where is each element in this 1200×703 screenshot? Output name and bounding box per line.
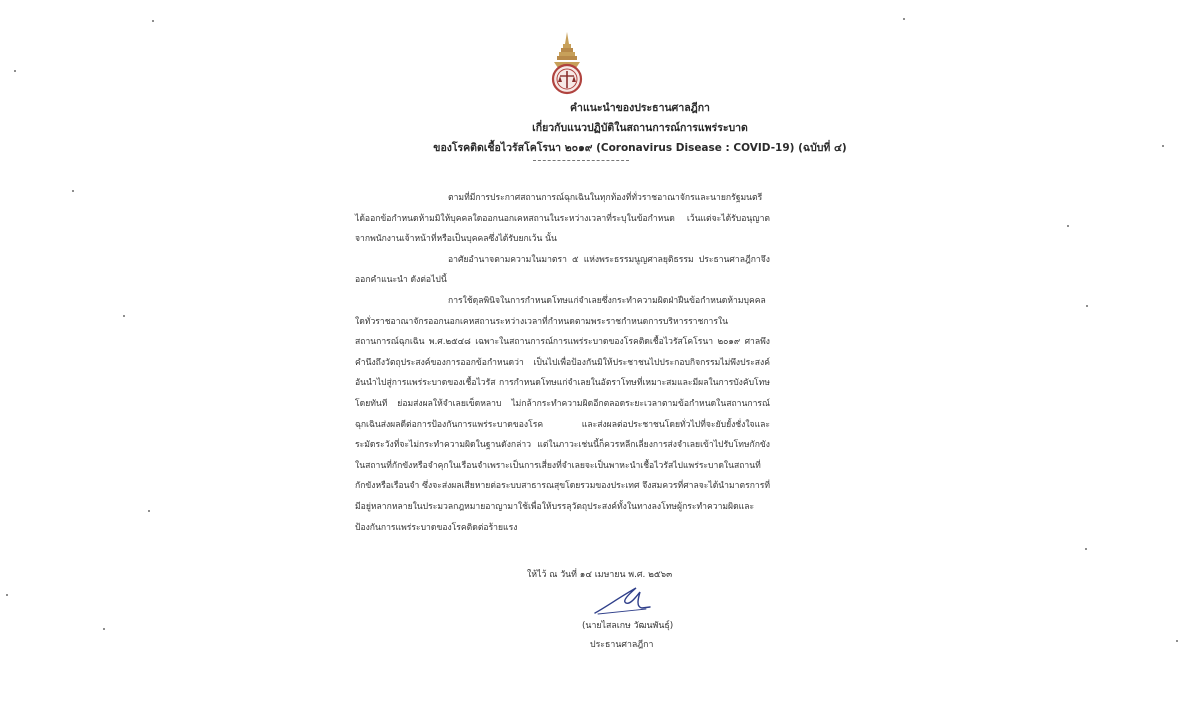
scan-speck (903, 18, 905, 20)
scan-speck (148, 510, 150, 512)
signer-title: ประธานศาลฎีกา (590, 640, 654, 650)
paragraph-1: ตามที่มีการประกาศสถานการณ์ฉุกเฉินในทุกท้องที่ทั่วราชอาณาจักรและนายกรัฐมนตรีได้ออกข้อกำหนดห้ามมิให้บุคคลใดออกนอกเคหสถานในระหว่างเวลาที่ระบุในข้อกำหนด เว้นแต่จะได้รับอนุญาตจากพนักงานเจ้าหน้าที่หรือเป็นบุคคลซึ่งได้รับยกเว้น นั้น (355, 193, 770, 245)
scan-speck (6, 594, 8, 596)
scan-speck (1067, 225, 1069, 227)
scan-speck (1162, 145, 1164, 147)
document-title-line-1: คำแนะนำของประธานศาลฎีกา (570, 102, 710, 114)
signature-icon (592, 583, 652, 617)
date-line: ให้ไว้ ณ วันที่ ๑๔ เมษายน พ.ศ. ๒๕๖๓ (527, 570, 673, 580)
scan-speck (72, 190, 74, 192)
signer-name: (นายไสลเกษ วัฒนพันธุ์) (582, 621, 674, 631)
paragraph-2: อาศัยอำนาจตามความในมาตรา ๕ แห่งพระธรรมนูญศาลยุติธรรม ประธานศาลฎีกาจึงออกคำแนะนำ ดังต่อไปนี้ (355, 254, 770, 286)
scan-speck (123, 315, 125, 317)
scan-speck (1086, 305, 1088, 307)
title-separator (533, 160, 629, 161)
scan-speck (152, 20, 154, 22)
scan-speck (1085, 548, 1087, 550)
document-body (355, 188, 770, 538)
paragraph-3: การใช้ดุลพินิจในการกำหนดโทษแก่จำเลยซึ่งกระทำความผิดฝ่าฝืนข้อกำหนดห้ามบุคคลใดทั่วราชอาณาจักรออกนอกเคหสถานระหว่างเวลาที่กำหนดตามพระราชกำหนดการบริหารราชการในสถานการณ์ฉุกเฉิน พ.ศ.๒๕๔๘ เฉพาะในสถานการณ์การแพร่ระบาดของโรคติดเชื้อไวรัสโคโรนา ๒๐๑๙ ศาลพึงคำนึงถึงวัตถุประสงค์ของการออกข้อกำหนดว่า เป็นไปเพื่อป้องกันมิให้ประชาชนไปประกอบกิจกรรมไม่พึงประสงค์อันนำไปสู่การแพร่ระบาดของเชื้อไวรัส การกำหนดโทษแก่จำเลยในอัตราโทษที่เหมาะสมและมีผลในการบังคับโทษโดยทันที ย่อมส่งผลให้จำเลยเข็ดหลาบ ไม่กล้ากระทำความผิดอีกตลอดระยะเวลาตามข้อกำหนดในสถานการณ์ฉุกเฉินส่งผลดีต่อการป้องกันการแพร่ระบาดของโรค และส่งผลต่อประชาชนโดยทั่วไปที่จะยับยั้งชั่งใจและระมัดระวังที่จะไม่กระทำความผิดในฐานดังกล่าว แต่ในภาวะเช่นนี้ก็ควรหลีกเลี่ยงการส่งจำเลยเข้าไปรับโทษกักขังในสถานที่กักขังหรือจำคุกในเรือนจำเพราะเป็นการเสี่ยงที่จำเลยจะเป็นพาหะนำเชื้อไวรัสไปแพร่ระบาดในสถานที่กักขังหรือเรือนจำ ซึ่งจะส่งผลเสียหายต่อระบบสาธารณสุขโดยรวมของประเทศ จึงสมควรที่ศาลจะได้นำมาตรการที่มีอยู่หลากหลายในประมวลกฎหมายอาญามาใช้เพื่อให้บรรลุวัตถุประสงค์ทั้งในทางลงโทษผู้กระทำความผิดและป้องกันการแพร่ระบาดของโรคติดต่อร้ายแรง (355, 295, 770, 533)
scan-speck (14, 70, 16, 72)
scan-speck (1176, 640, 1178, 642)
court-seal-icon (550, 30, 584, 96)
document-title-line-3: ของโรคติดเชื้อไวรัสโคโรนา ๒๐๑๙ (Coronavirus Disease : COVID-19) (ฉบับที่ ๔) (433, 142, 847, 154)
scan-speck (103, 628, 105, 630)
document-title-line-2: เกี่ยวกับแนวปฏิบัติในสถานการณ์การแพร่ระบาด (532, 122, 748, 134)
